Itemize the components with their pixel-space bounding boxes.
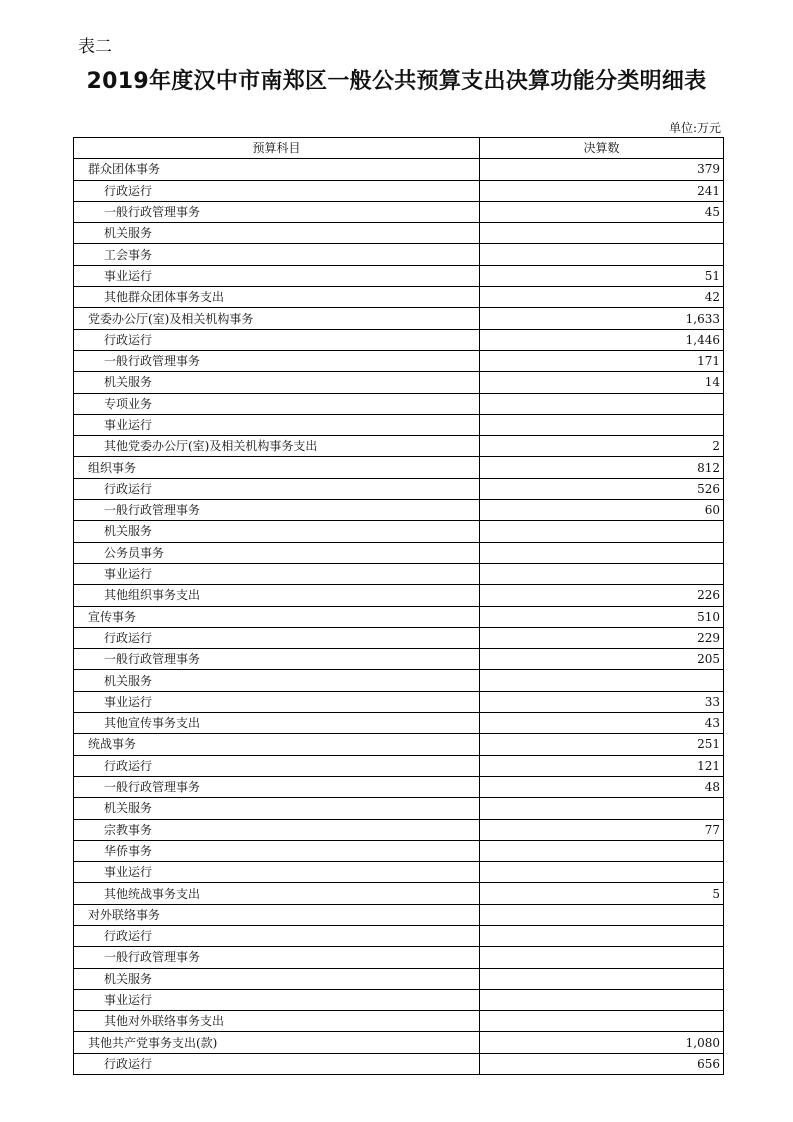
table-row (74, 649, 724, 670)
row-amount (480, 670, 724, 691)
table-row (74, 201, 724, 222)
row-subject: 行政运行 (74, 180, 480, 201)
row-subject: 一般行政管理事务 (74, 776, 480, 797)
row-amount (480, 521, 724, 542)
row-amount: 43 (480, 713, 724, 734)
row-subject: 机关服务 (74, 798, 480, 819)
table-row (74, 862, 724, 883)
table-row (74, 1011, 724, 1032)
table-row (74, 478, 724, 499)
row-amount (480, 968, 724, 989)
row-amount (480, 1011, 724, 1032)
row-subject: 华侨事务 (74, 840, 480, 861)
row-amount (480, 925, 724, 946)
table-row (74, 265, 724, 286)
table-row (74, 223, 724, 244)
table-row (74, 521, 724, 542)
row-amount: 48 (480, 776, 724, 797)
table-row (74, 819, 724, 840)
table-row (74, 776, 724, 797)
row-amount: 51 (480, 265, 724, 286)
row-subject: 一般行政管理事务 (74, 500, 480, 521)
table-row (74, 670, 724, 691)
table-row (74, 713, 724, 734)
row-amount (480, 989, 724, 1010)
row-amount (480, 947, 724, 968)
row-subject: 事业运行 (74, 414, 480, 435)
row-amount (480, 223, 724, 244)
row-subject: 专项业务 (74, 393, 480, 414)
table-label: 表二 (78, 37, 112, 57)
header-row (74, 138, 724, 159)
table-row (74, 968, 724, 989)
row-amount: 60 (480, 500, 724, 521)
row-subject: 一般行政管理事务 (74, 649, 480, 670)
row-amount: 45 (480, 201, 724, 222)
row-subject: 行政运行 (74, 925, 480, 946)
table-row (74, 308, 724, 329)
row-subject: 公务员事务 (74, 542, 480, 563)
unit-label: 单位:万元 (668, 121, 721, 135)
table-row (74, 606, 724, 627)
row-amount: 42 (480, 287, 724, 308)
row-amount: 526 (480, 478, 724, 499)
table-row (74, 563, 724, 584)
table-row (74, 414, 724, 435)
table-row (74, 989, 724, 1010)
row-amount: 510 (480, 606, 724, 627)
table-row (74, 1053, 724, 1074)
page-title: 2019年度汉中市南郑区一般公共预算支出决算功能分类明细表 (86, 69, 707, 94)
row-subject: 事业运行 (74, 563, 480, 584)
table-row (74, 755, 724, 776)
table-row (74, 904, 724, 925)
row-amount: 205 (480, 649, 724, 670)
budget-table (73, 137, 724, 1075)
row-subject: 对外联络事务 (74, 904, 480, 925)
row-subject: 机关服务 (74, 223, 480, 244)
row-subject: 事业运行 (74, 989, 480, 1010)
row-amount: 1,080 (480, 1032, 724, 1053)
row-amount (480, 563, 724, 584)
header-subject: 预算科目 (74, 138, 480, 159)
row-amount (480, 542, 724, 563)
table-row (74, 159, 724, 180)
table-row (74, 244, 724, 265)
table-row (74, 691, 724, 712)
row-amount (480, 414, 724, 435)
row-amount (480, 798, 724, 819)
row-subject: 事业运行 (74, 265, 480, 286)
row-subject: 其他宣传事务支出 (74, 713, 480, 734)
table-row (74, 925, 724, 946)
row-amount: 812 (480, 457, 724, 478)
row-amount (480, 840, 724, 861)
row-subject: 其他对外联络事务支出 (74, 1011, 480, 1032)
row-amount (480, 244, 724, 265)
row-subject: 宗教事务 (74, 819, 480, 840)
table-row (74, 1032, 724, 1053)
table-row (74, 798, 724, 819)
table-row (74, 180, 724, 201)
table-row (74, 457, 724, 478)
row-subject: 其他统战事务支出 (74, 883, 480, 904)
table-row (74, 393, 724, 414)
row-subject: 群众团体事务 (74, 159, 480, 180)
row-subject: 其他组织事务支出 (74, 585, 480, 606)
row-subject: 机关服务 (74, 521, 480, 542)
row-subject: 工会事务 (74, 244, 480, 265)
row-amount: 656 (480, 1053, 724, 1074)
row-amount: 1,446 (480, 329, 724, 350)
table-row (74, 947, 724, 968)
row-subject: 宣传事务 (74, 606, 480, 627)
table-row (74, 350, 724, 371)
row-subject: 组织事务 (74, 457, 480, 478)
row-amount (480, 904, 724, 925)
row-subject: 事业运行 (74, 691, 480, 712)
table-row (74, 287, 724, 308)
table-row (74, 585, 724, 606)
row-subject: 其他群众团体事务支出 (74, 287, 480, 308)
table-body (74, 159, 724, 1075)
table-row (74, 840, 724, 861)
row-subject: 机关服务 (74, 968, 480, 989)
row-amount: 379 (480, 159, 724, 180)
row-amount: 14 (480, 372, 724, 393)
row-amount: 1,633 (480, 308, 724, 329)
row-amount: 226 (480, 585, 724, 606)
table-row (74, 627, 724, 648)
row-subject: 统战事务 (74, 734, 480, 755)
header-amount: 决算数 (480, 138, 724, 159)
row-amount: 5 (480, 883, 724, 904)
row-subject: 党委办公厅(室)及相关机构事务 (74, 308, 480, 329)
table-row (74, 372, 724, 393)
row-amount (480, 862, 724, 883)
row-amount: 77 (480, 819, 724, 840)
row-amount: 2 (480, 436, 724, 457)
row-amount: 171 (480, 350, 724, 371)
table-row (74, 542, 724, 563)
row-subject: 行政运行 (74, 755, 480, 776)
row-amount (480, 393, 724, 414)
table-row (74, 883, 724, 904)
row-subject: 一般行政管理事务 (74, 201, 480, 222)
table-row (74, 329, 724, 350)
row-subject: 其他共产党事务支出(款) (74, 1032, 480, 1053)
row-amount: 33 (480, 691, 724, 712)
row-amount: 229 (480, 627, 724, 648)
row-amount: 121 (480, 755, 724, 776)
table-row (74, 436, 724, 457)
row-amount: 251 (480, 734, 724, 755)
row-subject: 一般行政管理事务 (74, 350, 480, 371)
row-subject: 其他党委办公厅(室)及相关机构事务支出 (74, 436, 480, 457)
row-subject: 事业运行 (74, 862, 480, 883)
row-subject: 行政运行 (74, 329, 480, 350)
row-subject: 行政运行 (74, 627, 480, 648)
table-row (74, 500, 724, 521)
row-amount: 241 (480, 180, 724, 201)
table-row (74, 734, 724, 755)
row-subject: 一般行政管理事务 (74, 947, 480, 968)
row-subject: 机关服务 (74, 372, 480, 393)
row-subject: 行政运行 (74, 1053, 480, 1074)
row-subject: 机关服务 (74, 670, 480, 691)
row-subject: 行政运行 (74, 478, 480, 499)
